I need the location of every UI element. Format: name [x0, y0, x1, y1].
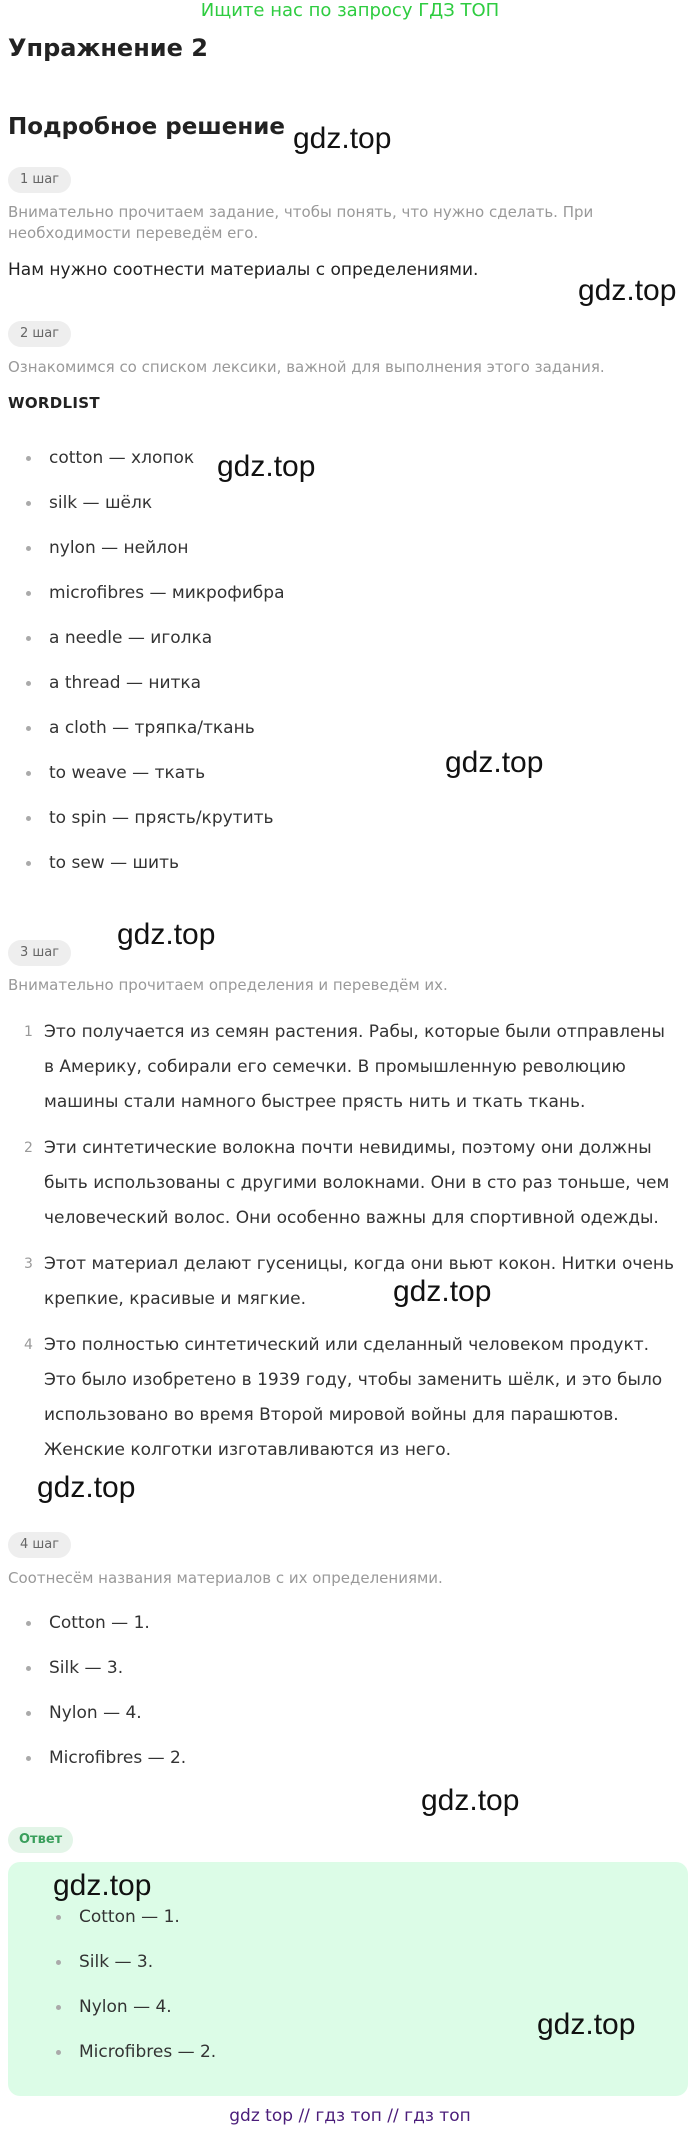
list-item: microfibres — микрофибра	[0, 578, 680, 623]
watermark: gdz.top	[421, 1784, 520, 1817]
definition-number: 4	[24, 1337, 33, 1353]
footer-links	[0, 2104, 700, 2128]
definition-number: 3	[24, 1256, 33, 1272]
list-item: Microfibres — 2.	[0, 1743, 680, 1788]
definition-text: Это полностью синтетический или сделанный человеком продукт. Это было изобретено в 1939 году, чтобы заменить шёлк, и это было использовано во время Второй мировой войны для парашютов. Женские колготки изготавливаются из него.	[44, 1335, 663, 1460]
list-item: a needle — иголка	[0, 623, 680, 668]
footer-separator: //	[387, 2106, 399, 2126]
definition-number: 1	[24, 1024, 33, 1040]
watermark: gdz.top	[293, 122, 392, 155]
definition-item	[0, 1015, 690, 1120]
wordlist	[0, 443, 680, 893]
list-item: to weave — ткать	[0, 758, 680, 803]
step-1-description: Внимательно прочитаем задание, чтобы понять, что нужно сделать. При необходимости переведём его.	[8, 203, 594, 242]
list-item: Cotton — 1.	[30, 1902, 700, 1947]
list-item: nylon — нейлон	[0, 533, 680, 578]
answer-badge: Ответ	[8, 1827, 73, 1853]
step-1-badge: 1 шаг	[8, 167, 71, 193]
watermark: gdz.top	[53, 1869, 152, 1902]
solution-heading: Подробное решение	[8, 114, 285, 140]
search-banner[interactable]: Ищите нас по запросу ГДЗ ТОП	[200, 0, 500, 21]
list-item: cotton — хлопок	[0, 443, 680, 488]
list-item: a thread — нитка	[0, 668, 680, 713]
footer-link-gdz-top-ru-2[interactable]: гдз топ	[404, 2106, 471, 2126]
watermark: gdz.top	[445, 746, 544, 779]
list-item: Nylon — 4.	[0, 1698, 680, 1743]
answer-list	[30, 1902, 700, 2082]
definition-text: Этот материал делают гусеницы, когда они вьют кокон. Нитки очень крепкие, красивые и мягкие.	[44, 1254, 675, 1309]
list-item: Microfibres — 2.	[30, 2037, 700, 2082]
watermark: gdz.top	[217, 450, 316, 483]
footer-link-gdz-top[interactable]: gdz top	[229, 2106, 294, 2126]
matches-list	[0, 1608, 680, 1788]
step-3-badge: 3 шаг	[8, 940, 71, 966]
list-item: Silk — 3.	[0, 1653, 680, 1698]
list-item: Nylon — 4.	[30, 1992, 700, 2037]
definition-item	[0, 1328, 690, 1468]
step-2-badge: 2 шаг	[8, 321, 71, 347]
step-3-description: Внимательно прочитаем определения и переведём их.	[8, 976, 448, 994]
footer-separator: //	[298, 2106, 310, 2126]
step-2-description: Ознакомимся со списком лексики, важной для выполнения этого задания.	[8, 358, 605, 376]
watermark: gdz.top	[117, 918, 216, 951]
footer-link-gdz-top-ru[interactable]: гдз топ	[315, 2106, 382, 2126]
list-item: Cotton — 1.	[0, 1608, 680, 1653]
definition-item	[0, 1131, 690, 1236]
list-item: Silk — 3.	[30, 1947, 700, 1992]
wordlist-heading: WORDLIST	[8, 394, 100, 412]
page-title: Упражнение 2	[8, 34, 208, 62]
watermark: gdz.top	[537, 2008, 636, 2041]
step-4-description: Соотнесём названия материалов с их определениями.	[8, 1569, 443, 1587]
definition-number: 2	[24, 1140, 33, 1156]
definition-text: Эти синтетические волокна почти невидимы, поэтому они должны быть использованы с другими волокнами. Они в сто раз тоньше, чем человеческий волос. Они особенно важны для спортивной одежды.	[44, 1138, 670, 1228]
list-item: to spin — прясть/крутить	[0, 803, 680, 848]
definitions-list	[0, 1015, 690, 1479]
definition-text: Это получается из семян растения. Рабы, которые были отправлены в Америку, собирали его семечки. В промышленную революцию машины стали намного быстрее прясть нить и ткать ткань.	[44, 1022, 665, 1112]
list-item: a cloth — тряпка/ткань	[0, 713, 680, 758]
watermark: gdz.top	[37, 1471, 136, 1504]
list-item: silk — шёлк	[0, 488, 680, 533]
definition-item	[0, 1247, 690, 1317]
list-item: to sew — шить	[0, 848, 680, 893]
step-4-badge: 4 шаг	[8, 1532, 71, 1558]
watermark: gdz.top	[393, 1275, 492, 1308]
step-1-task: Нам нужно соотнести материалы с определениями.	[8, 260, 479, 280]
watermark: gdz.top	[578, 274, 677, 307]
